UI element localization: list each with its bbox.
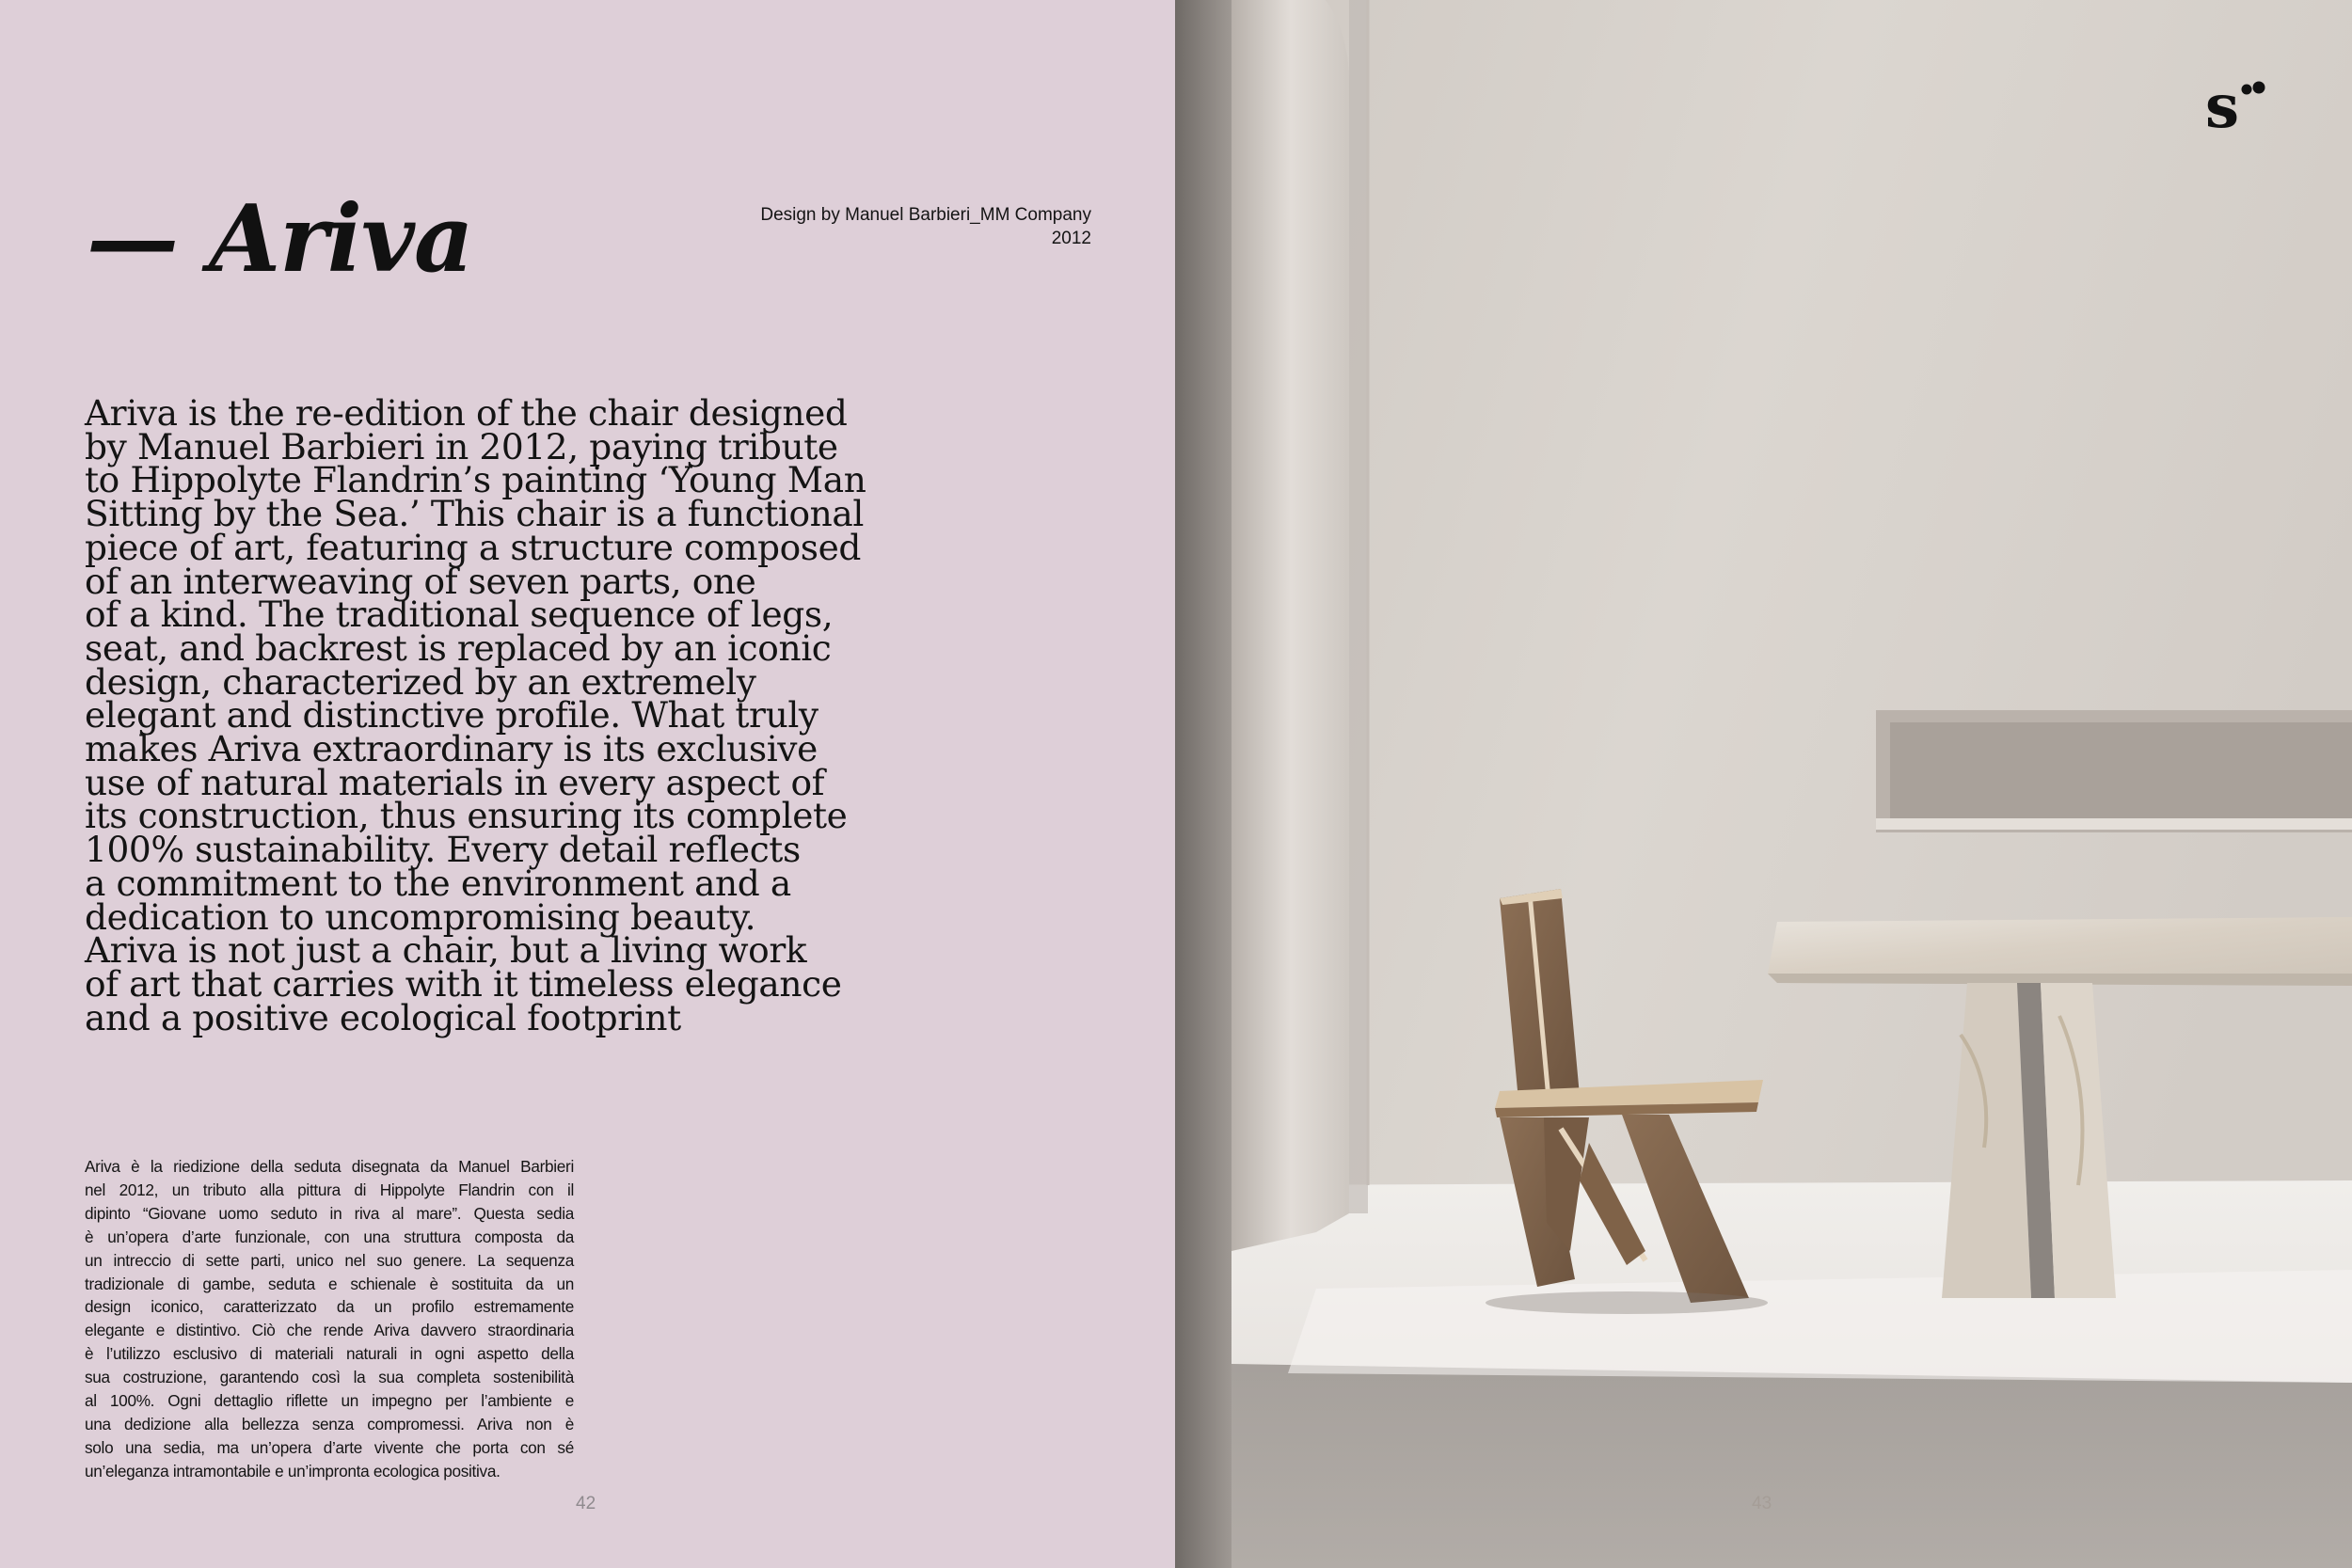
right-page — [1175, 0, 2352, 1568]
text-line: dipinto “Giovane uomo seduto in riva al mare”. Questa sedia — [85, 1203, 574, 1223]
text-line: by Manuel Barbieri in 2012, paying tribute — [85, 425, 838, 467]
text-line: sua costruzione, garantendo così la sua completa sostenibilità — [85, 1368, 574, 1387]
text-line: of a kind. The traditional sequence of legs, — [85, 594, 834, 636]
table-top — [1768, 917, 2352, 974]
text-line: tradizionale di gambe, seduta e schienale è sostituita da un — [85, 1274, 574, 1293]
text-line: piece of art, featuring a structure composed — [85, 526, 862, 568]
text-line: a commitment to the environment and a — [85, 862, 791, 904]
text-line: its construction, thus ensuring its complete — [85, 795, 848, 837]
text-line: of an interweaving of seven parts, one — [85, 560, 756, 602]
text-line: use of natural materials in every aspect of — [85, 761, 825, 803]
text-line: Ariva is the re-edition of the chair designed — [85, 392, 848, 434]
logo-letter: s — [2205, 71, 2240, 142]
text-line: elegant and distinctive profile. What truly — [85, 694, 818, 736]
product-photo — [1175, 0, 2352, 1568]
text-line: Ariva è la riedizione della seduta disegnata da Manuel Barbieri — [85, 1157, 574, 1176]
text-line: una dedizione alla bellezza senza compromessi. Ariva non è — [85, 1414, 574, 1433]
credit-year: 2012 — [1051, 229, 1091, 248]
text-line: 100% sustainability. Every detail reflects — [85, 829, 801, 871]
left-page — [0, 0, 1175, 1568]
text-line: of art that carries with it timeless elegance — [85, 962, 842, 1005]
text-line: seat, and backrest is replaced by an iconic — [85, 626, 832, 669]
chair-shadow — [1486, 1291, 1768, 1314]
text-line: un’eleganza intramontabile e un’impronta ecologica positiva. — [85, 1461, 501, 1481]
text-line: to Hippolyte Flandrin’s painting ‘Young Man — [85, 459, 866, 501]
text-line: è un’opera d’arte funzionale, con una struttura composta da — [85, 1227, 574, 1246]
text-line: al 100%. Ogni dettaglio riflette un impegno per l’ambiente e — [85, 1391, 574, 1411]
text-line: un intreccio di sette parti, unico nel suo genere. La sequenza — [85, 1250, 574, 1270]
body-text-italian — [85, 1155, 574, 1483]
light-patch — [1288, 1270, 2352, 1383]
text-line: elegante e distintivo. Ciò che rende Ariva davvero straordinaria — [85, 1321, 574, 1340]
text-line: design, characterized by an extremely — [85, 660, 756, 703]
text-line: design iconico, caratterizzato da un profilo estremamente — [85, 1297, 574, 1317]
design-credit — [668, 203, 1091, 250]
page-title: — Ariva — [87, 185, 473, 293]
text-line: è l’utilizzo esclusivo di materiali naturali in ogni aspetto della — [85, 1344, 574, 1364]
logo-dots-icon — [2241, 79, 2269, 107]
text-line: and a positive ecological footprint — [85, 996, 681, 1038]
text-line: Ariva is not just a chair, but a living work — [85, 929, 807, 972]
text-line: dedication to uncompromising beauty. — [85, 895, 756, 938]
floor-shadow — [1232, 1364, 2352, 1568]
text-line: Sitting by the Sea.’ This chair is a functional — [85, 493, 864, 535]
body-text-english — [85, 392, 913, 1038]
text-line: nel 2012, un tributo alla pittura di Hippolyte Flandrin con il — [85, 1180, 574, 1199]
page-number-left: 42 — [576, 1494, 596, 1513]
brand-logo — [2205, 71, 2240, 142]
shadow-edge — [1175, 0, 1232, 1568]
page-number-right: 43 — [1752, 1494, 1772, 1513]
text-line: solo una sedia, ma un’opera d’arte vivente che porta con sé — [85, 1437, 574, 1457]
text-line: makes Ariva extraordinary is its exclusive — [85, 728, 818, 770]
credit-designer: Design by Manuel Barbieri_MM Company — [760, 205, 1091, 225]
